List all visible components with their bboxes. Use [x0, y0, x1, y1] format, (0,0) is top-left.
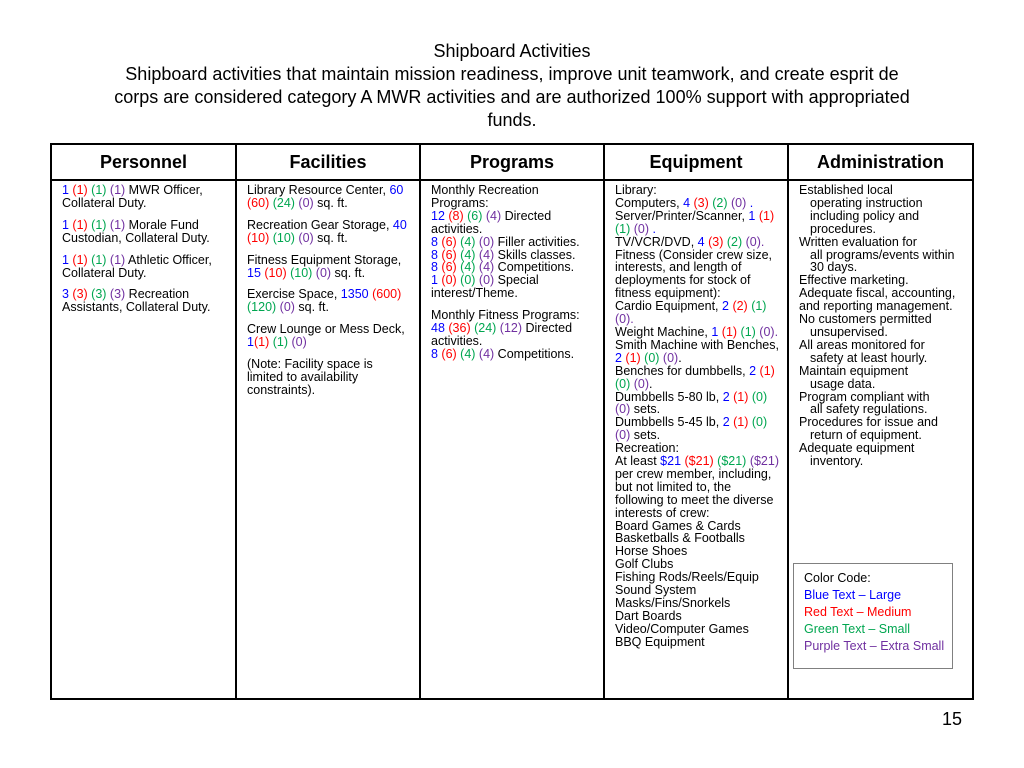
equipment-line [615, 300, 779, 326]
count-extra-small: (3) [106, 287, 126, 302]
entry-end: . [649, 221, 656, 236]
list-item: Sound System [615, 583, 697, 598]
count-extra-small: (0) [294, 230, 314, 245]
page-title: Shipboard Activities [433, 41, 591, 61]
count-large: 1 [431, 273, 438, 288]
header-facilities: Facilities [236, 144, 420, 180]
equipment-heading: Recreation: [615, 441, 679, 456]
entry-end: . [774, 324, 779, 339]
equipment-line [615, 365, 779, 391]
admin-item-cont: safety at least hourly. [810, 350, 928, 365]
count-small: (4) [456, 234, 476, 249]
count-large: 8 [431, 260, 438, 275]
count-large: 4 [683, 195, 691, 210]
admin-item-cont: all programs/events within 30 days. [810, 247, 955, 275]
count-extra-small: (0) [727, 195, 747, 210]
count-extra-small: (0) [276, 300, 295, 315]
count-medium: (1) [68, 183, 88, 197]
count-small: (10) [286, 265, 313, 280]
entry-text: Directed activities. [431, 208, 552, 236]
count-small: ($21) [713, 454, 747, 469]
count-large: 2 [722, 389, 730, 404]
equipment-line [615, 416, 779, 442]
count-extra-small: ($21) [746, 454, 779, 469]
equipment-line [615, 455, 779, 520]
count-large: 1 [748, 208, 756, 223]
count-medium: (1) [755, 208, 775, 223]
personnel-entry [62, 288, 227, 314]
legend-purple: Purple Text – Extra Small [804, 639, 945, 653]
equipment-line [615, 339, 779, 365]
entry-text: Dumbbells 5-45 lb, [615, 415, 723, 430]
count-extra-small: (0) [659, 350, 679, 365]
count-large: 8 [431, 346, 438, 361]
count-medium: (1) [621, 350, 641, 365]
count-small: (2) [723, 234, 743, 249]
count-small: (10) [269, 230, 295, 245]
equipment-heading: Fitness (Consider crew size, interests, and length of deployments for stock of fitness equipment): [615, 247, 772, 301]
count-extra-small: (0) [294, 195, 314, 210]
count-medium: (3) [690, 195, 709, 210]
count-medium: ($21) [681, 454, 714, 469]
count-small: (1) [737, 324, 756, 339]
count-extra-small: (4) [475, 346, 495, 361]
count-medium: (60) [247, 195, 270, 210]
count-medium: (8) [444, 208, 464, 223]
count-small: (0) [615, 376, 631, 391]
admin-item: Procedures for issue and [799, 415, 938, 430]
equipment-line [615, 210, 779, 236]
count-medium: (3) [68, 287, 88, 302]
count-extra-small: (0) [615, 402, 631, 417]
facilities-entry [247, 219, 411, 245]
color-code-legend [793, 563, 953, 669]
count-large: $21 [660, 454, 682, 469]
entry-text: Special interest/Theme. [431, 273, 539, 301]
entry-unit: sq. ft. [331, 265, 366, 280]
count-large: 48 [431, 321, 445, 336]
entry-end: per crew member, including, but not limited to, the following to meet the diverse interests of crew: [615, 466, 774, 520]
count-medium: (0) [437, 273, 457, 288]
count-extra-small: (1) [106, 217, 126, 232]
entry-text: TV/VCR/DVD, [615, 234, 698, 249]
count-small: (0) [748, 415, 768, 430]
list-item: Basketballs & Footballs [615, 531, 745, 546]
count-large: 1 [62, 252, 69, 267]
entry-text: Recreation Gear Storage, [247, 217, 393, 232]
admin-item: No customers permitted [799, 312, 932, 327]
program-heading: Monthly Recreation Programs: [431, 183, 539, 210]
list-item: Fishing Rods/Reels/Equip [615, 570, 759, 585]
entry-text: Weight Machine, [615, 324, 712, 339]
entry-text: Recreation Assistants, Collateral Duty. [62, 287, 211, 315]
program-line [431, 274, 595, 300]
count-small: (6) [463, 208, 483, 223]
admin-item: Adequate equipment [799, 441, 915, 456]
count-large: 1 [62, 217, 69, 232]
count-medium: (10) [260, 265, 287, 280]
entry-text: Library Resource Center, [247, 183, 390, 197]
count-extra-small: (0) [312, 265, 332, 280]
entry-text: Server/Printer/Scanner, [615, 208, 749, 223]
count-large: 2 [722, 415, 730, 430]
count-small: (4) [456, 260, 476, 275]
entry-text: Fitness Equipment Storage, [247, 252, 402, 267]
facilities-entry [247, 184, 411, 210]
count-medium: (6) [437, 260, 457, 275]
count-extra-small: (4) [482, 208, 502, 223]
monthly-fitness-block [431, 309, 595, 361]
count-extra-small: (4) [475, 247, 495, 262]
count-extra-small: (0) [475, 273, 495, 288]
equipment-line [615, 236, 779, 249]
count-extra-small: (0) [742, 234, 761, 249]
count-small: (1) [615, 221, 631, 236]
count-medium: (6) [437, 346, 457, 361]
subtitle-line-1: Shipboard activities that maintain mission readiness, improve unit teamwork, and create esprit de [125, 64, 899, 84]
admin-item-cont: inventory. [810, 454, 864, 469]
entry-text: Smith Machine with Benches, [615, 337, 779, 352]
entry-end: . [678, 350, 682, 365]
entry-text: Competitions. [494, 260, 575, 275]
count-large: 1 [711, 324, 719, 339]
count-extra-small: (12) [496, 321, 523, 336]
entry-text: Dumbbells 5-80 lb, [615, 389, 723, 404]
entry-text: MWR Officer, Collateral Duty. [62, 183, 203, 210]
count-large: 2 [722, 299, 729, 314]
count-medium: (1) [729, 389, 749, 404]
admin-item: Adequate fiscal, accounting, and reporting management. [799, 286, 956, 314]
legend-green: Green Text – Small [804, 622, 911, 636]
count-extra-small: (4) [475, 260, 495, 275]
count-medium: (2) [728, 299, 748, 314]
count-extra-small: (1) [106, 252, 126, 267]
count-large: 1350 [340, 287, 369, 302]
count-extra-small: (0) [475, 234, 495, 249]
entry-end: . [746, 195, 754, 210]
facilities-entry [247, 254, 411, 280]
count-medium: (1) [718, 324, 738, 339]
count-small: (0) [748, 389, 768, 404]
entry-text: Crew Lounge or Mess Deck, [247, 322, 405, 337]
list-item: Video/Computer Games [615, 621, 749, 636]
list-item: Masks/Fins/Snorkels [615, 596, 731, 610]
personnel-entry [62, 219, 227, 245]
admin-item-cont: return of equipment. [810, 428, 922, 443]
admin-item: Written evaluation for [799, 234, 917, 249]
facilities-entry [247, 323, 411, 349]
list-item: Golf Clubs [615, 557, 674, 572]
admin-item: Effective marketing. [799, 273, 909, 288]
count-large: 8 [431, 247, 438, 262]
list-item: Horse Shoes [615, 544, 688, 559]
title-block [60, 40, 964, 132]
entry-end: . [649, 376, 653, 391]
entry-text: Computers, [615, 195, 684, 210]
count-extra-small: (0) [630, 221, 650, 236]
count-small: (1) [87, 217, 107, 232]
entry-text: At least [615, 454, 661, 469]
count-extra-small: (0) [630, 376, 650, 391]
equipment-cell [604, 180, 788, 699]
admin-item: Program compliant with [799, 389, 930, 404]
legend-blue: Blue Text – Large [804, 588, 902, 602]
count-medium: (10) [247, 230, 270, 245]
count-extra-small: (0) [615, 428, 631, 443]
count-medium: (36) [444, 321, 471, 336]
count-medium: (1) [68, 252, 88, 267]
count-small: (1) [87, 252, 107, 267]
header-equipment: Equipment [604, 144, 788, 180]
count-large: 2 [749, 363, 757, 378]
admin-item: Established local [799, 183, 893, 197]
subtitle-line-3: funds. [487, 110, 537, 130]
admin-item: All areas monitored for [799, 337, 925, 352]
count-small: (3) [87, 287, 107, 302]
count-large: 8 [431, 234, 438, 249]
count-medium: (6) [437, 247, 457, 262]
page-number: 15 [941, 709, 962, 729]
count-large: 3 [62, 287, 69, 302]
program-line [431, 322, 595, 348]
entry-end: . [630, 312, 634, 327]
count-large: 60 [389, 183, 404, 197]
entry-end: . [760, 234, 765, 249]
facilities-note: (Note: Facility space is limited to availability constraints). [247, 357, 373, 397]
legend-red: Red Text – Medium [804, 605, 912, 619]
monthly-recreation-block [431, 184, 595, 300]
program-line [431, 348, 595, 361]
header-personnel: Personnel [51, 144, 236, 180]
entry-text: Benches for dumbbells, [615, 363, 750, 378]
count-medium: (1) [729, 415, 749, 430]
entry-text: Exercise Space, [247, 287, 341, 302]
admin-item: Maintain equipment [799, 363, 909, 378]
count-small: (4) [456, 247, 476, 262]
count-small: (1) [747, 299, 767, 314]
count-small: (1) [269, 335, 288, 350]
programs-cell [420, 180, 604, 699]
equipment-heading: Library: [615, 183, 657, 197]
entry-text: Cardio Equipment, [615, 299, 723, 314]
entry-text: Directed activities. [431, 321, 573, 348]
entry-text: Morale Fund Custodian, Collateral Duty. [62, 217, 210, 245]
count-extra-small: (0) [615, 312, 631, 327]
admin-item-cont: all safety regulations. [810, 402, 928, 417]
entry-unit: sq. ft. [313, 195, 348, 210]
count-medium: (3) [704, 234, 724, 249]
count-small: (4) [456, 346, 476, 361]
count-large: 40 [392, 217, 407, 232]
count-large: 4 [697, 234, 705, 249]
count-small: (24) [470, 321, 497, 336]
facilities-entry [247, 288, 411, 314]
count-small: (0) [640, 350, 660, 365]
list-item: Board Games & Cards [615, 518, 741, 533]
count-extra-small: (1) [106, 183, 126, 197]
count-medium: (1) [756, 363, 775, 378]
legend-title: Color Code: [804, 571, 871, 585]
personnel-entry [62, 184, 227, 210]
entry-unit: sq. ft. [313, 230, 348, 245]
count-large: 1 [247, 335, 254, 350]
entry-text: Skills classes. [494, 247, 576, 262]
admin-item-cont: operating instruction including policy and procedures. [810, 195, 923, 236]
count-medium: (6) [437, 234, 457, 249]
facilities-cell [236, 180, 420, 699]
entry-unit: sq. ft. [294, 300, 329, 315]
personnel-cell [51, 180, 236, 699]
admin-item-cont: usage data. [810, 376, 876, 391]
entry-text: Competitions. [494, 346, 575, 361]
program-line [431, 210, 595, 236]
count-large: 1 [62, 183, 69, 197]
count-large: 12 [431, 208, 445, 223]
count-small: (0) [456, 273, 476, 288]
program-heading: Monthly Fitness Programs: [431, 308, 580, 323]
count-extra-small: (0) [287, 335, 307, 350]
count-medium: (1) [68, 217, 88, 232]
header-row [51, 144, 973, 180]
entry-text: Athletic Officer, Collateral Duty. [62, 252, 212, 280]
entry-end: sets. [630, 428, 661, 443]
entry-text: Filler activities. [494, 234, 580, 249]
count-extra-small: (0) [755, 324, 775, 339]
header-programs: Programs [420, 144, 604, 180]
entry-end: sets. [630, 402, 661, 417]
header-administration: Administration [788, 144, 973, 180]
count-medium: (1) [253, 335, 270, 350]
admin-item-cont: unsupervised. [810, 324, 888, 339]
list-item: BBQ Equipment [615, 634, 705, 649]
subtitle-line-2: corps are considered category A MWR activities and are authorized 100% support with appropriated [114, 87, 910, 107]
count-small: (24) [269, 195, 295, 210]
count-large: 15 [247, 265, 261, 280]
count-small: (120) [247, 300, 277, 315]
count-small: (2) [708, 195, 728, 210]
list-item: Dart Boards [615, 608, 682, 623]
count-medium: (600) [368, 287, 402, 302]
equipment-line [615, 391, 779, 417]
count-large: 2 [615, 350, 622, 365]
count-small: (1) [87, 183, 107, 197]
personnel-entry [62, 254, 227, 280]
